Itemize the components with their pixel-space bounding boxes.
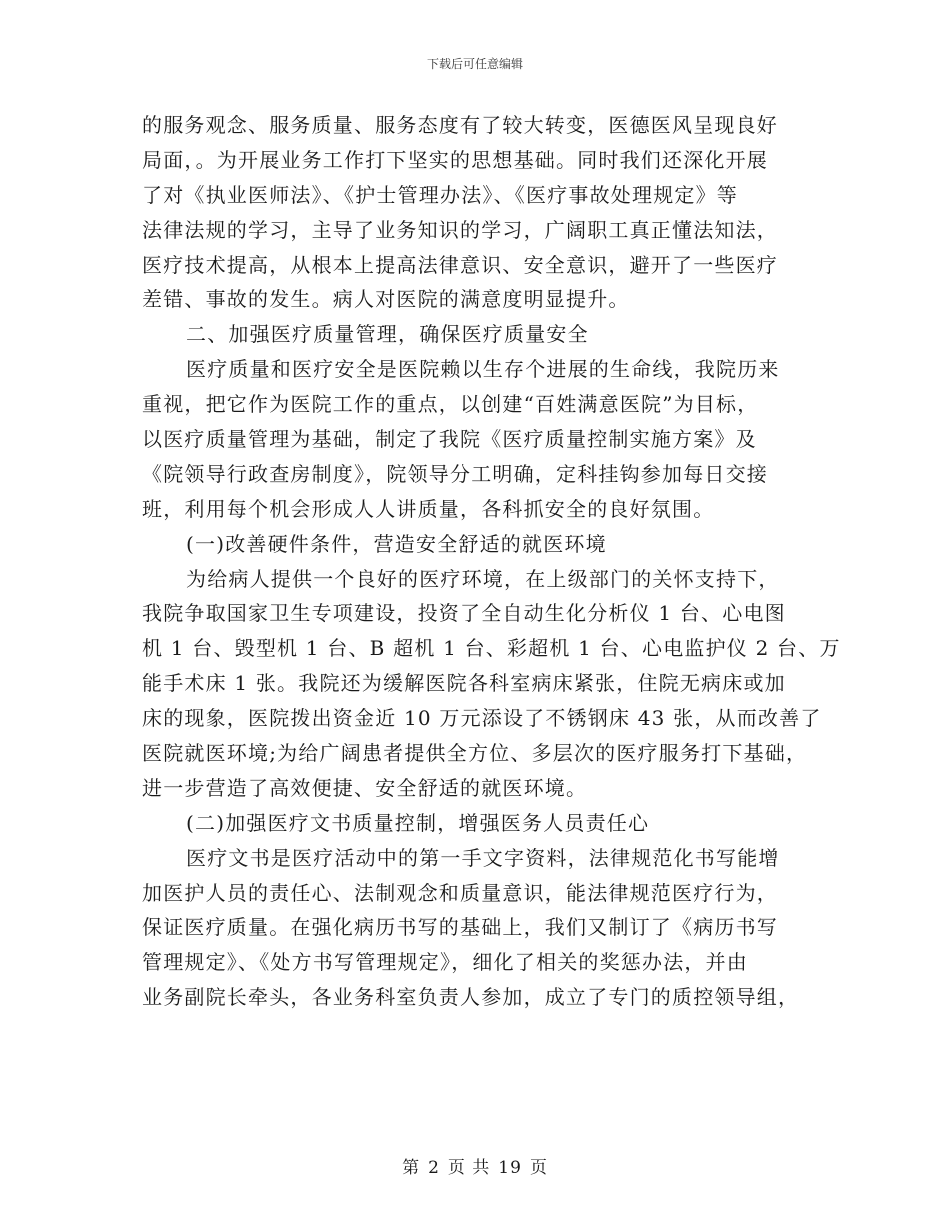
text-line: 业务副院长牵头，各业务科室负责人参加，成立了专门的质控领导组， bbox=[142, 985, 800, 1010]
text-line: 法律法规的学习，主导了业务知识的学习，广阔职工真正懂法知法， bbox=[142, 217, 778, 242]
text-line: 差错、事故的发生。病人对医院的满意度明显提升。 bbox=[142, 287, 630, 312]
text-line: 进一步营造了高效便捷、安全舒适的就医环境。 bbox=[142, 775, 588, 800]
footer-suffix: 页 bbox=[529, 1158, 548, 1178]
text-line: 医疗技术提高，从根本上提高法律意识、安全意识，避开了一些医疗 bbox=[142, 252, 778, 277]
text-line: 床的现象，医院拨出资金近 10 万元添设了不锈钢床 43 张，从而改善了 bbox=[142, 706, 822, 731]
subsection-heading: (一)改善硬件条件，营造安全舒适的就医环境 bbox=[186, 531, 607, 556]
subsection-heading: (二)加强医疗文书质量控制，增强医务人员责任心 bbox=[186, 810, 650, 835]
text-line: 能手术床 1 张。我院还为缓解医院各科室病床紧张，住院无病床或加 bbox=[142, 671, 786, 696]
text-line: 了对《执业医师法》、《护士管理办法》、《医疗事故处理规定》等 bbox=[142, 182, 738, 207]
current-page-number: 2 bbox=[428, 1158, 440, 1178]
footer-mid: 页 共 bbox=[447, 1158, 491, 1178]
text-line: 《院领导行政查房制度》，院领导分工明确，定科挂钩参加每日交接 bbox=[142, 461, 768, 486]
paragraph-start-line: 医疗文书是医疗活动中的第一手文字资料，法律规范化书写能增 bbox=[186, 845, 780, 870]
text-line: 以医疗质量管理为基础，制定了我院《医疗质量控制实施方案》及 bbox=[142, 427, 757, 452]
section-heading: 二、加强医疗质量管理，确保医疗质量安全 bbox=[186, 322, 589, 347]
footer-prefix: 第 bbox=[402, 1158, 421, 1178]
text-line: 加医护人员的责任心、法制观念和质量意识，能法律规范医疗行为， bbox=[142, 880, 778, 905]
text-line: 重视，把它作为医院工作的重点，以创建“百姓满意医院”为目标， bbox=[142, 392, 759, 417]
page-footer bbox=[0, 1153, 950, 1178]
text-line: 医院就医环境;为给广阔患者提供全方位、多层次的医疗服务打下基础， bbox=[142, 741, 808, 766]
text-line: 班，利用每个机会形成人人讲质量，各科抓安全的良好氛围。 bbox=[142, 496, 715, 521]
text-line: 机 1 台、毁型机 1 台、B 超机 1 台、彩超机 1 台、心电监护仪 2 台、万 bbox=[142, 636, 841, 661]
paragraph-start-line: 医疗质量和医疗安全是医院赖以生存个进展的生命线，我院历来 bbox=[186, 357, 780, 382]
document-body bbox=[142, 108, 841, 1015]
total-pages: 19 bbox=[498, 1158, 522, 1178]
text-line: 保证医疗质量。在强化病历书写的基础上，我们又制订了《病历书写 bbox=[142, 915, 778, 940]
paragraph-start-line: 为给病人提供一个良好的医疗环境，在上级部门的关怀支持下， bbox=[186, 566, 780, 591]
page-header: 下载后可任意编辑 bbox=[426, 57, 523, 71]
text-line: 我院争取国家卫生专项建设，投资了全自动生化分析仪 1 台、心电图 bbox=[142, 601, 786, 626]
text-line: 局面，。为开展业务工作打下坚实的思想基础。同时我们还深化开展 bbox=[142, 147, 768, 172]
text-line: 的服务观念、服务质量、服务态度有了较大转变，医德医风呈现良好 bbox=[142, 113, 778, 137]
text-line: 管理规定》、《处方书写管理规定》，细化了相关的奖惩办法，并由 bbox=[142, 950, 748, 975]
